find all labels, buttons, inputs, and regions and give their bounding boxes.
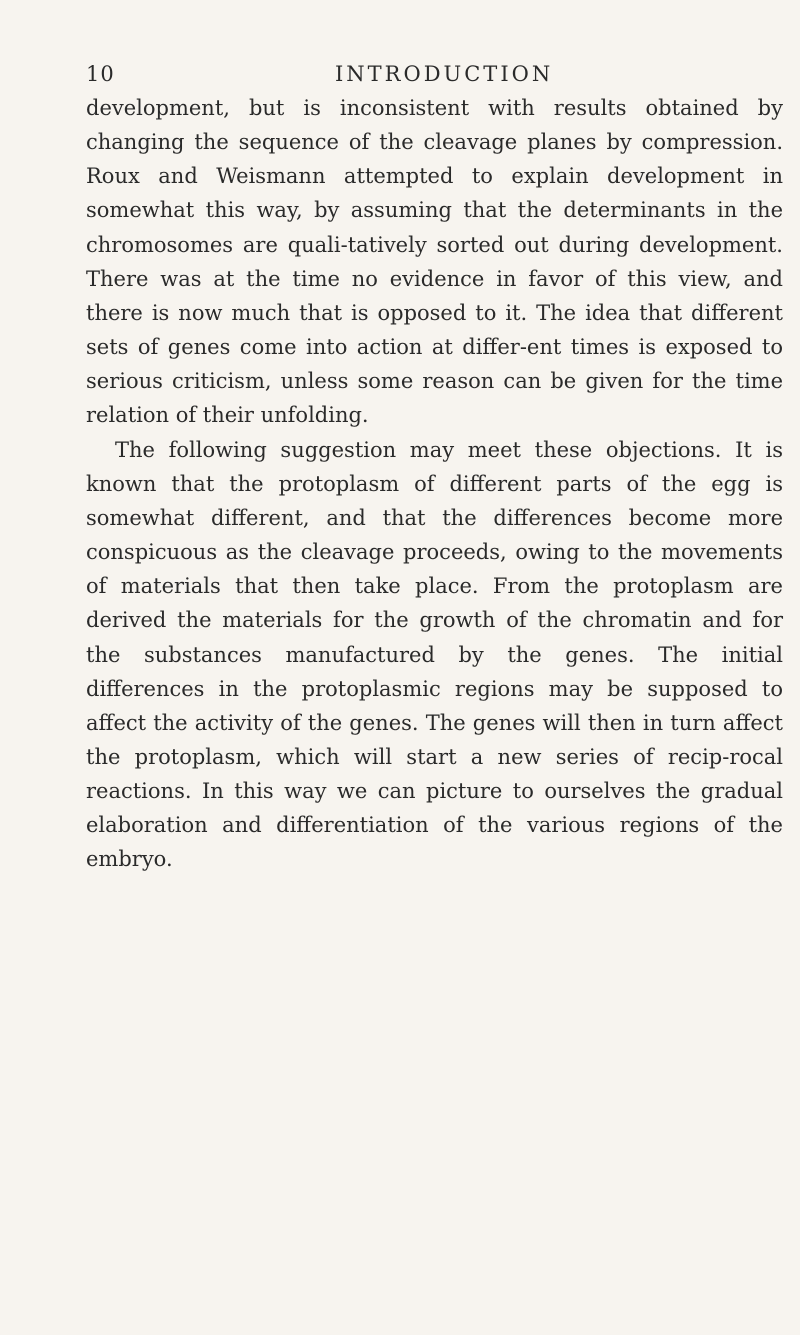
- page-number: 10: [86, 62, 115, 86]
- running-head: [86, 62, 786, 90]
- body-text: [86, 91, 783, 877]
- paragraph-2: The following suggestion may meet these objections. It is known that the protoplasm of different parts of the egg is somewhat different, and that the differences become more conspicuous as the cleavage proceeds, owing to the movements of materials that then take place. From the protoplasm are derived the materials for the growth of the chromatin and for the substances manufactured by the genes. The initial differences in the protoplasmic regions may be supposed to affect the activity of the genes. The genes will then in turn affect the protoplasm, which will start a new series of recip-rocal reactions. In this way we can picture to ourselves the gradual elaboration and differentiation of the various regions of the embryo.: [86, 437, 783, 872]
- running-head-title: INTRODUCTION: [335, 62, 554, 86]
- paragraph-1: development, but is inconsistent with results obtained by changing the sequence of the cleavage planes by compression. Roux and Weismann attempted to explain development in somewhat this way, by assuming that the determinants in the chromosomes are quali-tatively sorted out during development. There was at the time no evidence in favor of this view, and there is now much that is opposed to it. The idea that different sets of genes come into action at differ-ent times is exposed to serious criticism, unless some reason can be given for the time relation of their unfolding.: [86, 96, 783, 428]
